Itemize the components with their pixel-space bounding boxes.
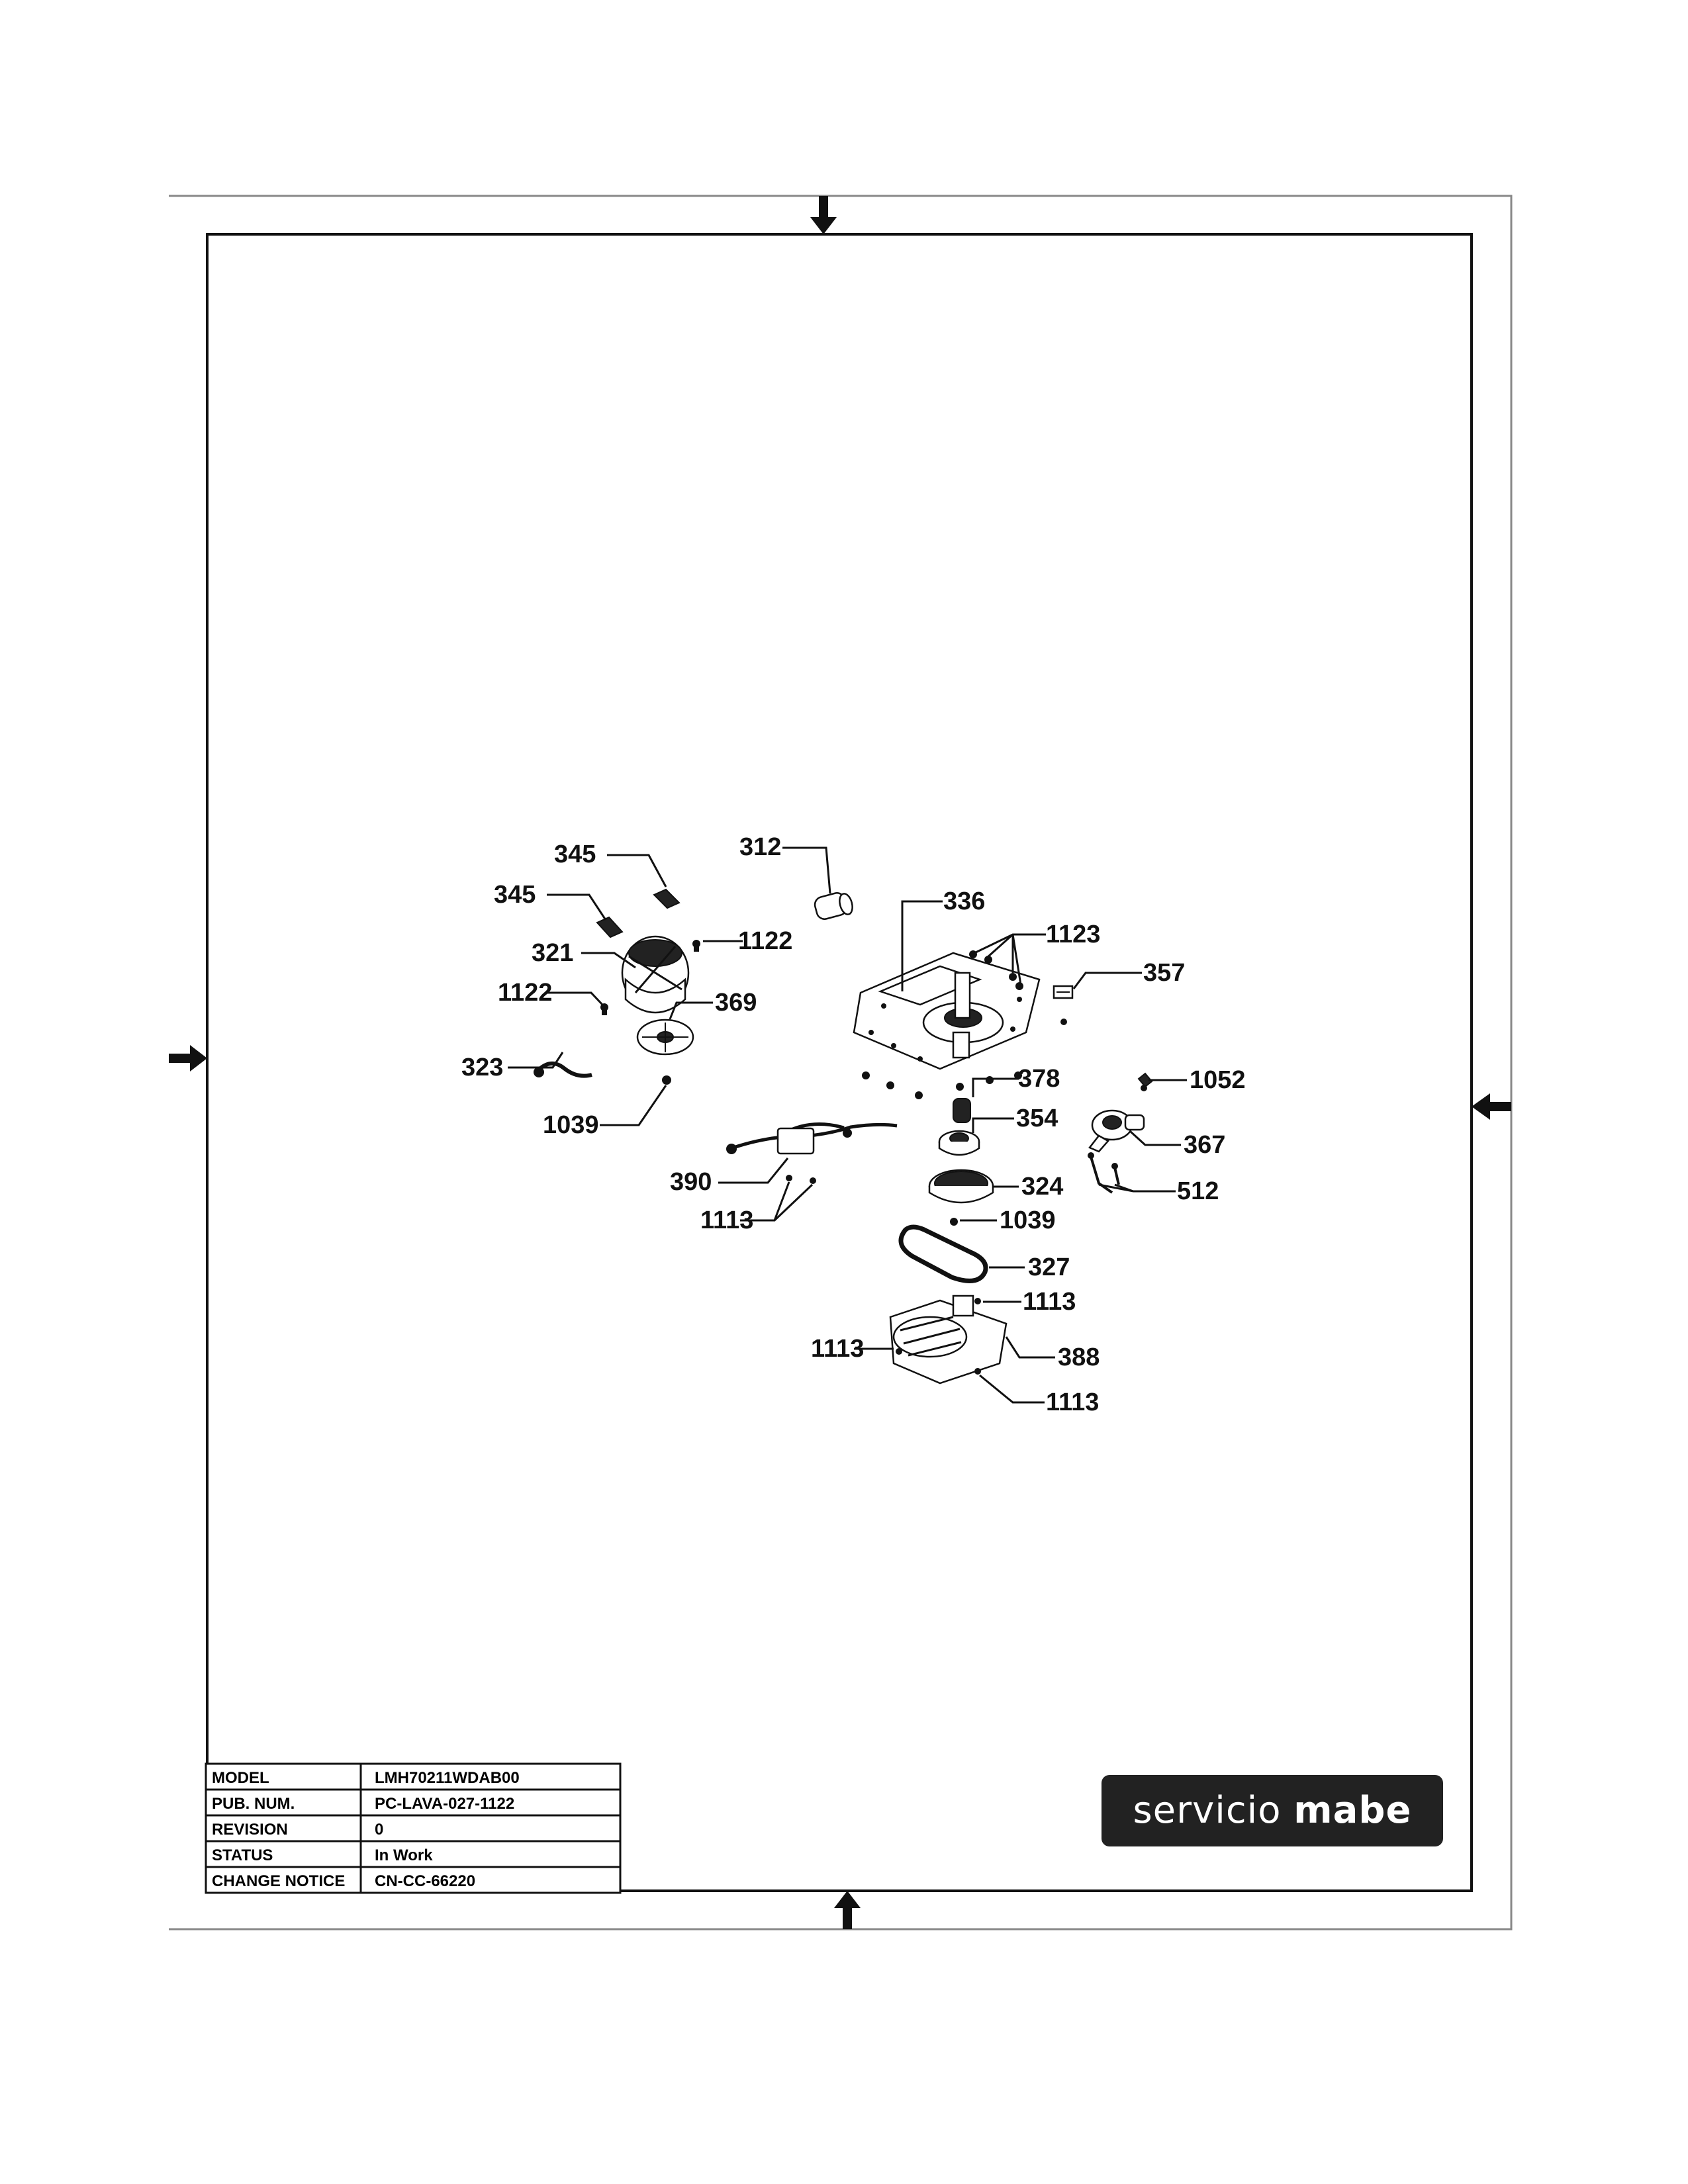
title-block-key-model: MODEL (212, 1769, 269, 1787)
part-369-pulley (637, 1020, 693, 1054)
callout-388: 388 (1058, 1343, 1100, 1371)
callout-336: 336 (943, 887, 986, 915)
callout-1122-b: 1122 (498, 979, 553, 1007)
callout-357: 357 (1143, 959, 1186, 987)
title-block-value-revision: 0 (375, 1821, 384, 1839)
part-327-belt (901, 1227, 986, 1281)
part-388-bottom-cover (890, 1296, 1006, 1383)
callout-327: 327 (1028, 1253, 1070, 1281)
title-block-key-status: STATUS (212, 1846, 273, 1864)
part-367-pump (1090, 1111, 1144, 1152)
callout-321: 321 (532, 939, 574, 967)
part-1039-screw-center (950, 1218, 958, 1226)
title-block-value-change-notice: CN-CC-66220 (375, 1872, 476, 1890)
part-324-drive-pulley (929, 1170, 993, 1203)
part-354-pulley-hub (939, 1131, 979, 1155)
callout-345-b: 345 (494, 881, 536, 909)
part-512-hose-clips (1088, 1152, 1119, 1193)
callout-1122-a: 1122 (738, 927, 793, 955)
base-screws-row (862, 1071, 1022, 1099)
center-arrow-right (1472, 1093, 1511, 1120)
center-arrow-top (810, 196, 837, 234)
callout-1123: 1123 (1046, 921, 1101, 948)
callout-345-a: 345 (554, 841, 596, 868)
part-323-wire-clip (534, 1064, 592, 1077)
callout-323: 323 (461, 1054, 504, 1081)
part-1039-screw-left (662, 1075, 671, 1085)
callout-1039-b: 1039 (1000, 1206, 1056, 1234)
part-336-gearcase-base (854, 953, 1039, 1069)
title-block-key-change-notice: CHANGE NOTICE (212, 1872, 346, 1890)
part-1052-clip (1139, 1073, 1152, 1091)
callout-1113-d: 1113 (1046, 1388, 1100, 1416)
title-block-value-model: LMH70211WDAB00 (375, 1769, 520, 1787)
part-1113-screws-harness (786, 1175, 816, 1184)
callout-369: 369 (715, 989, 757, 1017)
callout-1113-a: 1113 (700, 1206, 754, 1234)
callout-1113-b: 1113 (1023, 1288, 1076, 1316)
center-arrow-left (169, 1045, 207, 1071)
drawing-frame (169, 196, 1511, 1929)
callout-324: 324 (1021, 1173, 1064, 1201)
callout-512: 512 (1177, 1177, 1219, 1205)
title-block-key-pub-num: PUB. NUM. (212, 1795, 295, 1813)
callout-354: 354 (1016, 1105, 1058, 1132)
part-1122-screw-a (692, 940, 700, 952)
part-321-motor (622, 936, 688, 1013)
center-arrow-bottom (834, 1891, 861, 1929)
callout-1113-c: 1113 (811, 1335, 865, 1363)
callout-367: 367 (1184, 1131, 1226, 1159)
part-312-capacitor (813, 891, 854, 921)
part-378-coupling (953, 1099, 970, 1122)
part-390-wire-harness (726, 1124, 897, 1154)
servicio-mabe-logo: servicio mabe (1102, 1775, 1443, 1846)
title-block-key-revision: REVISION (212, 1821, 288, 1839)
part-357-bracket (1054, 986, 1072, 1025)
part-345-clip-b (597, 917, 622, 937)
title-block (206, 1764, 620, 1893)
callout-378: 378 (1018, 1065, 1060, 1093)
title-block-value-status: In Work (375, 1846, 433, 1864)
callout-1052: 1052 (1190, 1066, 1246, 1094)
callout-390: 390 (670, 1168, 712, 1196)
part-345-clip-a (654, 889, 679, 908)
callout-1039-a: 1039 (543, 1111, 599, 1139)
title-block-value-pub-num: PC-LAVA-027-1122 (375, 1795, 515, 1813)
callout-312: 312 (739, 833, 782, 861)
